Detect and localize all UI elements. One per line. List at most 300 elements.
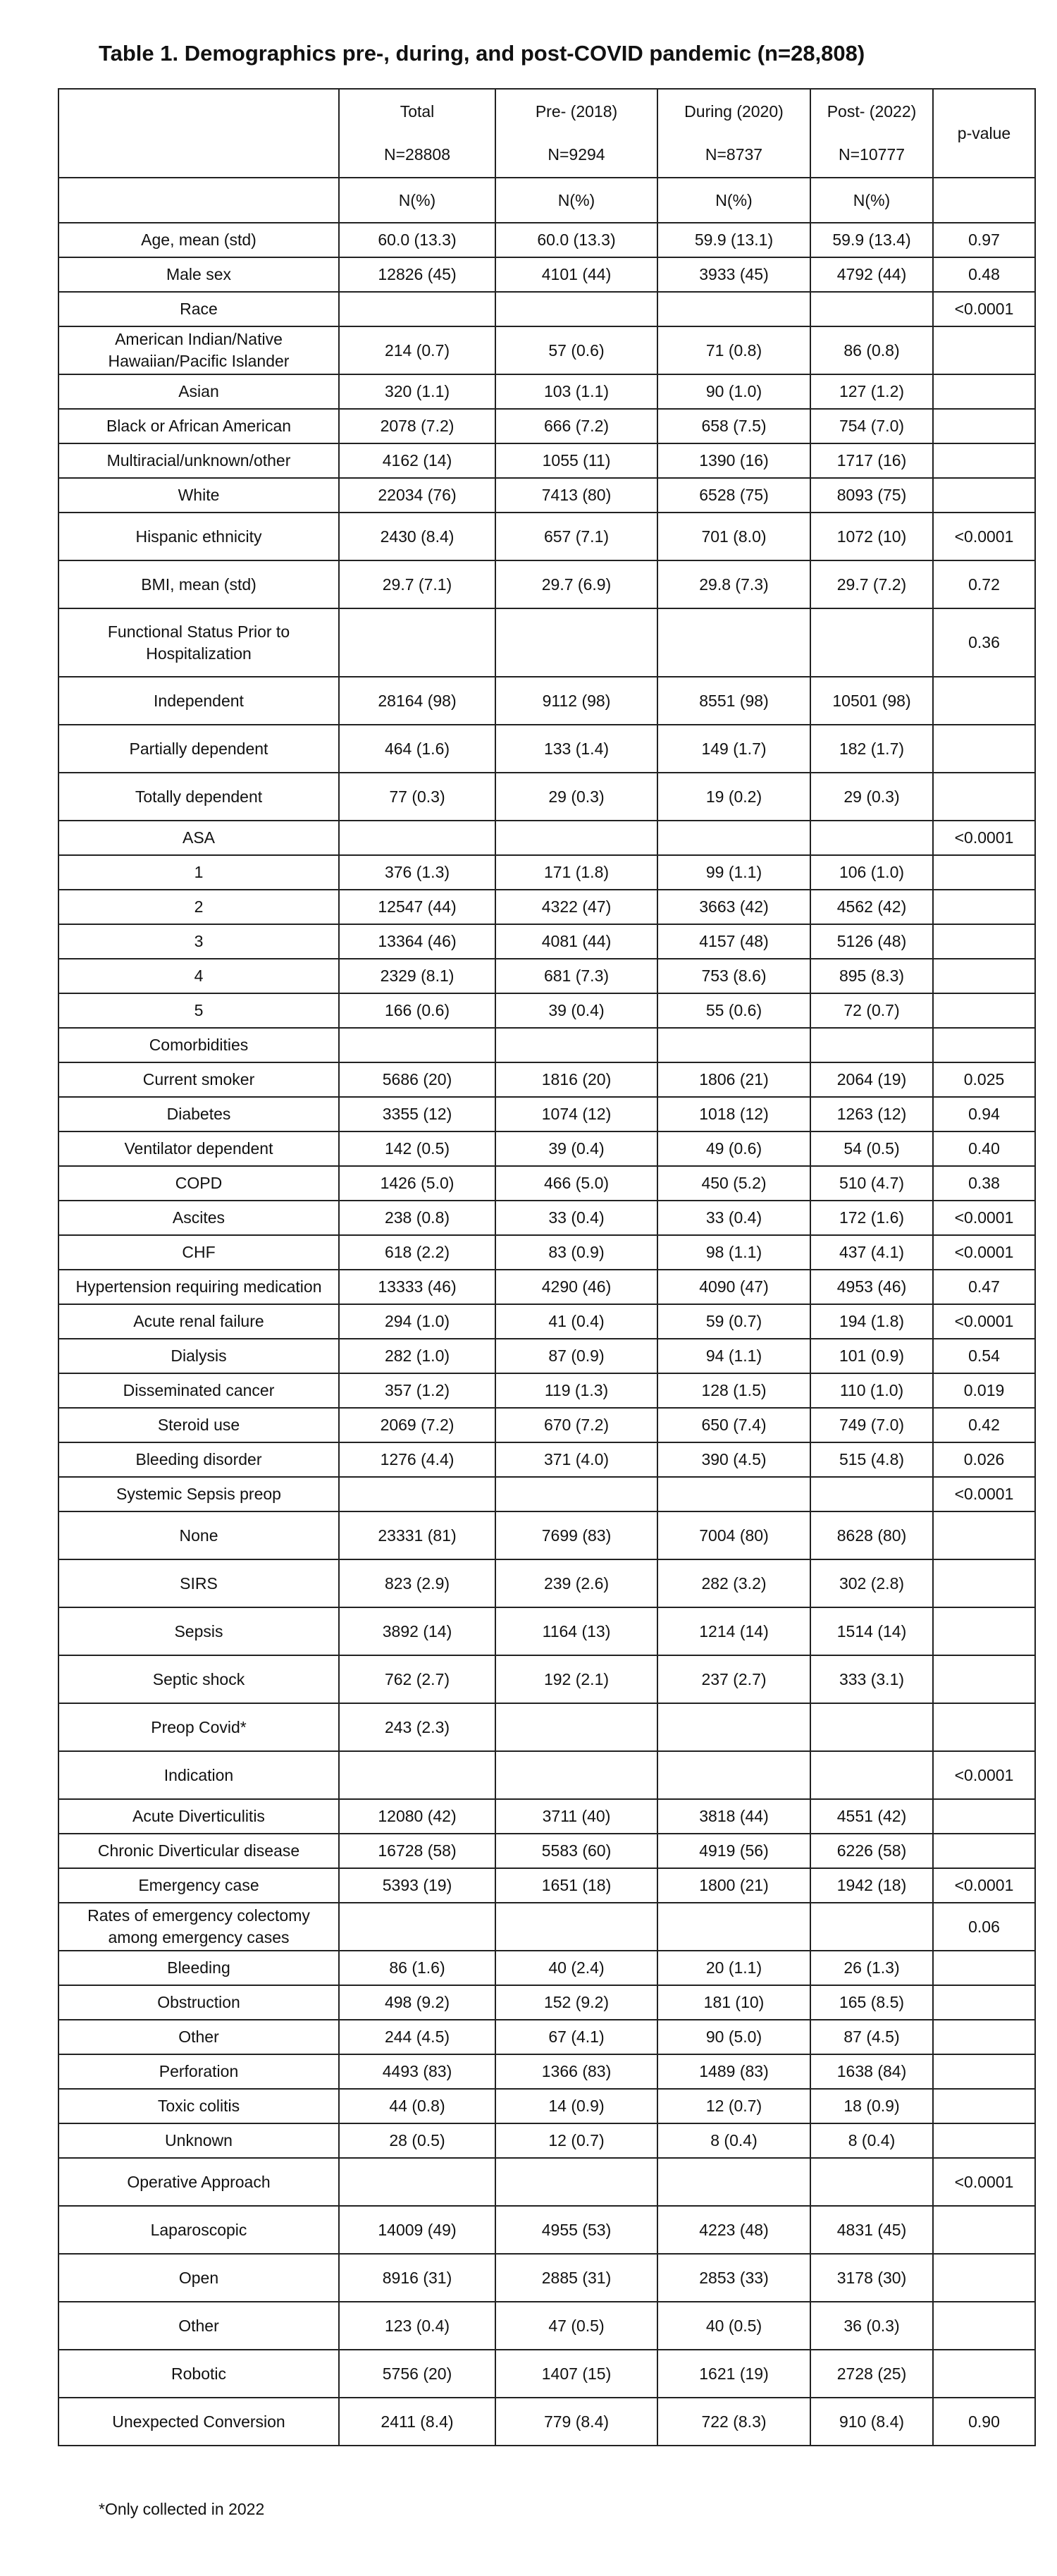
value-cell: 4081 (44) <box>495 924 657 959</box>
row-label: 4 <box>58 959 339 993</box>
value-cell: 59 (0.7) <box>657 1304 810 1339</box>
pvalue-cell <box>933 2089 1035 2123</box>
value-cell: 39 (0.4) <box>495 1131 657 1166</box>
pvalue-cell: 0.94 <box>933 1097 1035 1131</box>
unit-cell: N(%) <box>810 178 933 223</box>
value-cell <box>657 821 810 855</box>
row-label: Laparoscopic <box>58 2206 339 2254</box>
value-cell: 2853 (33) <box>657 2254 810 2302</box>
footnote: *Only collected in 2022 <box>99 2500 265 2518</box>
value-cell: 182 (1.7) <box>810 725 933 773</box>
value-cell: 128 (1.5) <box>657 1373 810 1408</box>
pvalue-cell <box>933 677 1035 725</box>
value-cell <box>495 608 657 677</box>
row-label: 1 <box>58 855 339 890</box>
pvalue-cell: <0.0001 <box>933 1751 1035 1799</box>
table-row <box>58 1408 1035 1442</box>
pvalue-cell <box>933 993 1035 1028</box>
table-body <box>58 89 1035 2446</box>
value-cell: 8093 (75) <box>810 478 933 513</box>
value-cell: 8 (0.4) <box>657 2123 810 2158</box>
value-cell: 282 (1.0) <box>339 1339 495 1373</box>
table-row <box>58 2206 1035 2254</box>
value-cell: 8916 (31) <box>339 2254 495 2302</box>
value-cell: 1514 (14) <box>810 1607 933 1655</box>
header-cell-during <box>657 89 810 178</box>
value-cell: 47 (0.5) <box>495 2302 657 2350</box>
row-label: Acute renal failure <box>58 1304 339 1339</box>
row-label: Diabetes <box>58 1097 339 1131</box>
value-cell: 333 (3.1) <box>810 1655 933 1703</box>
value-cell: 26 (1.3) <box>810 1951 933 1985</box>
unit-cell: N(%) <box>495 178 657 223</box>
value-cell: 90 (5.0) <box>657 2020 810 2054</box>
table-row <box>58 2054 1035 2089</box>
row-label: Functional Status Prior to Hospitalization <box>58 608 339 677</box>
value-cell: 657 (7.1) <box>495 513 657 560</box>
value-cell: 7699 (83) <box>495 1511 657 1559</box>
pvalue-cell: 0.36 <box>933 608 1035 677</box>
value-cell: 16728 (58) <box>339 1834 495 1868</box>
table-row <box>58 890 1035 924</box>
value-cell: 101 (0.9) <box>810 1339 933 1373</box>
value-cell: 1214 (14) <box>657 1607 810 1655</box>
value-cell: 12826 (45) <box>339 257 495 292</box>
unit-cell: N(%) <box>339 178 495 223</box>
value-cell: 618 (2.2) <box>339 1235 495 1270</box>
value-cell: 33 (0.4) <box>657 1201 810 1235</box>
row-label: BMI, mean (std) <box>58 560 339 608</box>
pvalue-header: p-value <box>957 123 1011 142</box>
header-row <box>58 89 1035 178</box>
pvalue-cell <box>933 855 1035 890</box>
pvalue-cell <box>933 374 1035 409</box>
value-cell: 72 (0.7) <box>810 993 933 1028</box>
value-cell: 29.7 (6.9) <box>495 560 657 608</box>
value-cell: 166 (0.6) <box>339 993 495 1028</box>
value-cell: 142 (0.5) <box>339 1131 495 1166</box>
value-cell: 106 (1.0) <box>810 855 933 890</box>
pvalue-cell <box>933 2302 1035 2350</box>
value-cell: 152 (9.2) <box>495 1985 657 2020</box>
value-cell: 2069 (7.2) <box>339 1408 495 1442</box>
value-cell: 239 (2.6) <box>495 1559 657 1607</box>
value-cell: 681 (7.3) <box>495 959 657 993</box>
value-cell: 237 (2.7) <box>657 1655 810 1703</box>
row-label: 2 <box>58 890 339 924</box>
value-cell: 14 (0.9) <box>495 2089 657 2123</box>
value-cell: 87 (0.9) <box>495 1339 657 1373</box>
value-cell: 8628 (80) <box>810 1511 933 1559</box>
table-row <box>58 1477 1035 1511</box>
value-cell <box>810 608 933 677</box>
pvalue-cell: 0.025 <box>933 1062 1035 1097</box>
value-cell: 1489 (83) <box>657 2054 810 2089</box>
table-row <box>58 725 1035 773</box>
row-label: CHF <box>58 1235 339 1270</box>
value-cell: 823 (2.9) <box>339 1559 495 1607</box>
pvalue-cell: 0.06 <box>933 1903 1035 1951</box>
value-cell: 1621 (19) <box>657 2350 810 2398</box>
row-label: Unknown <box>58 2123 339 2158</box>
value-cell: 4831 (45) <box>810 2206 933 2254</box>
row-label: ASA <box>58 821 339 855</box>
value-cell <box>339 1477 495 1511</box>
row-label: Multiracial/unknown/other <box>58 443 339 478</box>
value-cell: 5686 (20) <box>339 1062 495 1097</box>
value-cell: 701 (8.0) <box>657 513 810 560</box>
row-label: Totally dependent <box>58 773 339 821</box>
pvalue-cell: 0.019 <box>933 1373 1035 1408</box>
value-cell: 194 (1.8) <box>810 1304 933 1339</box>
header-cell-post <box>810 89 933 178</box>
pvalue-cell: <0.0001 <box>933 2158 1035 2206</box>
value-cell <box>657 1028 810 1062</box>
value-cell: 71 (0.8) <box>657 326 810 374</box>
value-cell: 4322 (47) <box>495 890 657 924</box>
value-cell: 59.9 (13.1) <box>657 223 810 257</box>
value-cell: 49 (0.6) <box>657 1131 810 1166</box>
table-row <box>58 2350 1035 2398</box>
value-cell: 33 (0.4) <box>495 1201 657 1235</box>
pvalue-cell <box>933 725 1035 773</box>
value-cell: 60.0 (13.3) <box>339 223 495 257</box>
row-label: American Indian/Native Hawaiian/Pacific Islander <box>58 326 339 374</box>
column-n: N=10777 <box>839 145 905 164</box>
row-label: Comorbidities <box>58 1028 339 1062</box>
value-cell: 67 (4.1) <box>495 2020 657 2054</box>
value-cell: 4493 (83) <box>339 2054 495 2089</box>
row-label: 5 <box>58 993 339 1028</box>
value-cell: 1366 (83) <box>495 2054 657 2089</box>
demographics-table <box>58 88 1036 2446</box>
value-cell <box>657 2158 810 2206</box>
value-cell: 13333 (46) <box>339 1270 495 1304</box>
value-cell: 754 (7.0) <box>810 409 933 443</box>
value-cell: 28164 (98) <box>339 677 495 725</box>
value-cell: 8 (0.4) <box>810 2123 933 2158</box>
row-label: Robotic <box>58 2350 339 2398</box>
column-name: Pre- (2018) <box>535 102 618 121</box>
value-cell: 1806 (21) <box>657 1062 810 1097</box>
value-cell: 3663 (42) <box>657 890 810 924</box>
table-row <box>58 1834 1035 1868</box>
value-cell <box>495 2158 657 2206</box>
pvalue-cell: 0.40 <box>933 1131 1035 1166</box>
value-cell: 29 (0.3) <box>810 773 933 821</box>
value-cell: 127 (1.2) <box>810 374 933 409</box>
pvalue-cell <box>933 2254 1035 2302</box>
value-cell: 1651 (18) <box>495 1868 657 1903</box>
value-cell: 910 (8.4) <box>810 2398 933 2446</box>
table-row <box>58 2302 1035 2350</box>
row-label: Male sex <box>58 257 339 292</box>
row-label: Preop Covid* <box>58 1703 339 1751</box>
value-cell <box>810 1477 933 1511</box>
value-cell: 4157 (48) <box>657 924 810 959</box>
value-cell: 20 (1.1) <box>657 1951 810 1985</box>
table-row <box>58 513 1035 560</box>
value-cell <box>495 1903 657 1951</box>
value-cell: 3933 (45) <box>657 257 810 292</box>
pvalue-cell <box>933 2054 1035 2089</box>
row-label: Open <box>58 2254 339 2302</box>
row-label: Emergency case <box>58 1868 339 1903</box>
value-cell: 99 (1.1) <box>657 855 810 890</box>
value-cell: 1426 (5.0) <box>339 1166 495 1201</box>
pvalue-cell: 0.72 <box>933 560 1035 608</box>
pvalue-cell: <0.0001 <box>933 1304 1035 1339</box>
table-row <box>58 1062 1035 1097</box>
table-row <box>58 1235 1035 1270</box>
value-cell: 98 (1.1) <box>657 1235 810 1270</box>
value-cell: 4953 (46) <box>810 1270 933 1304</box>
value-cell: 3178 (30) <box>810 2254 933 2302</box>
pvalue-cell <box>933 959 1035 993</box>
row-label: SIRS <box>58 1559 339 1607</box>
table-row <box>58 2020 1035 2054</box>
value-cell: 14009 (49) <box>339 2206 495 2254</box>
header-cell-pvalue <box>933 89 1035 178</box>
value-cell: 753 (8.6) <box>657 959 810 993</box>
value-cell: 192 (2.1) <box>495 1655 657 1703</box>
pvalue-cell <box>933 1703 1035 1751</box>
row-label: Septic shock <box>58 1655 339 1703</box>
value-cell: 83 (0.9) <box>495 1235 657 1270</box>
pvalue-cell: 0.54 <box>933 1339 1035 1373</box>
value-cell: 4955 (53) <box>495 2206 657 2254</box>
row-label: Other <box>58 2020 339 2054</box>
pvalue-cell: 0.026 <box>933 1442 1035 1477</box>
value-cell: 4551 (42) <box>810 1799 933 1834</box>
value-cell <box>657 608 810 677</box>
pvalue-cell <box>933 478 1035 513</box>
row-label: Disseminated cancer <box>58 1373 339 1408</box>
row-label: Operative Approach <box>58 2158 339 2206</box>
header-cell-total <box>339 89 495 178</box>
value-cell: 119 (1.3) <box>495 1373 657 1408</box>
value-cell <box>810 821 933 855</box>
table-row <box>58 223 1035 257</box>
pvalue-cell <box>933 924 1035 959</box>
table-row <box>58 1868 1035 1903</box>
value-cell: 302 (2.8) <box>810 1559 933 1607</box>
table-row <box>58 292 1035 326</box>
value-cell: 28 (0.5) <box>339 2123 495 2158</box>
value-cell: 464 (1.6) <box>339 725 495 773</box>
table-row <box>58 1703 1035 1751</box>
value-cell: 29.7 (7.1) <box>339 560 495 608</box>
value-cell <box>339 608 495 677</box>
table-row <box>58 374 1035 409</box>
value-cell: 12547 (44) <box>339 890 495 924</box>
value-cell: 60.0 (13.3) <box>495 223 657 257</box>
row-label: Chronic Diverticular disease <box>58 1834 339 1868</box>
value-cell <box>495 1703 657 1751</box>
value-cell: 36 (0.3) <box>810 2302 933 2350</box>
value-cell: 294 (1.0) <box>339 1304 495 1339</box>
row-label: 3 <box>58 924 339 959</box>
value-cell <box>495 821 657 855</box>
pvalue-cell: <0.0001 <box>933 821 1035 855</box>
table-row <box>58 1985 1035 2020</box>
value-cell <box>495 1751 657 1799</box>
pvalue-cell <box>933 1799 1035 1834</box>
unit-row <box>58 178 1035 223</box>
unit-cell: N(%) <box>657 178 810 223</box>
value-cell: 515 (4.8) <box>810 1442 933 1477</box>
pvalue-cell <box>933 1985 1035 2020</box>
row-label: Acute Diverticulitis <box>58 1799 339 1834</box>
value-cell: 670 (7.2) <box>495 1408 657 1442</box>
value-cell: 3818 (44) <box>657 1799 810 1834</box>
value-cell: 376 (1.3) <box>339 855 495 890</box>
pvalue-cell: <0.0001 <box>933 1868 1035 1903</box>
table-row <box>58 1442 1035 1477</box>
table-row <box>58 1166 1035 1201</box>
value-cell: 86 (1.6) <box>339 1951 495 1985</box>
value-cell: 2064 (19) <box>810 1062 933 1097</box>
value-cell: 181 (10) <box>657 1985 810 2020</box>
value-cell <box>339 1751 495 1799</box>
value-cell <box>339 821 495 855</box>
value-cell: 357 (1.2) <box>339 1373 495 1408</box>
row-label: Race <box>58 292 339 326</box>
value-cell: 7004 (80) <box>657 1511 810 1559</box>
value-cell: 244 (4.5) <box>339 2020 495 2054</box>
row-label: Systemic Sepsis preop <box>58 1477 339 1511</box>
table-row <box>58 1903 1035 1951</box>
value-cell: 3711 (40) <box>495 1799 657 1834</box>
value-cell: 171 (1.8) <box>495 855 657 890</box>
value-cell: 214 (0.7) <box>339 326 495 374</box>
value-cell: 29.8 (7.3) <box>657 560 810 608</box>
value-cell: 12 (0.7) <box>657 2089 810 2123</box>
pvalue-cell <box>933 326 1035 374</box>
table-row <box>58 443 1035 478</box>
unit-blank-cell <box>58 178 339 223</box>
table-row <box>58 1951 1035 1985</box>
value-cell: 5126 (48) <box>810 924 933 959</box>
pvalue-cell: <0.0001 <box>933 1477 1035 1511</box>
value-cell <box>339 292 495 326</box>
row-label: Bleeding disorder <box>58 1442 339 1477</box>
value-cell: 54 (0.5) <box>810 1131 933 1166</box>
value-cell: 243 (2.3) <box>339 1703 495 1751</box>
value-cell: 4562 (42) <box>810 890 933 924</box>
row-label: Independent <box>58 677 339 725</box>
table-row <box>58 1511 1035 1559</box>
value-cell <box>810 292 933 326</box>
pvalue-cell <box>933 1607 1035 1655</box>
value-cell <box>339 1903 495 1951</box>
value-cell: 19 (0.2) <box>657 773 810 821</box>
table-row <box>58 608 1035 677</box>
value-cell: 55 (0.6) <box>657 993 810 1028</box>
value-cell <box>657 292 810 326</box>
table-row <box>58 821 1035 855</box>
value-cell: 1800 (21) <box>657 1868 810 1903</box>
value-cell <box>657 1903 810 1951</box>
value-cell: 94 (1.1) <box>657 1339 810 1373</box>
value-cell: 320 (1.1) <box>339 374 495 409</box>
pvalue-cell: <0.0001 <box>933 1235 1035 1270</box>
value-cell: 12 (0.7) <box>495 2123 657 2158</box>
value-cell <box>810 1751 933 1799</box>
row-label: Hispanic ethnicity <box>58 513 339 560</box>
row-label: Ventilator dependent <box>58 1131 339 1166</box>
value-cell: 41 (0.4) <box>495 1304 657 1339</box>
row-label: Age, mean (std) <box>58 223 339 257</box>
row-label: Black or African American <box>58 409 339 443</box>
table-row <box>58 2158 1035 2206</box>
value-cell: 722 (8.3) <box>657 2398 810 2446</box>
column-n: N=8737 <box>705 145 763 164</box>
value-cell: 29.7 (7.2) <box>810 560 933 608</box>
table-row <box>58 2254 1035 2302</box>
value-cell: 749 (7.0) <box>810 1408 933 1442</box>
table-row <box>58 924 1035 959</box>
value-cell: 44 (0.8) <box>339 2089 495 2123</box>
table-row <box>58 1097 1035 1131</box>
value-cell: 1164 (13) <box>495 1607 657 1655</box>
pvalue-cell <box>933 2206 1035 2254</box>
row-label: Asian <box>58 374 339 409</box>
table-row <box>58 959 1035 993</box>
value-cell: 498 (9.2) <box>339 1985 495 2020</box>
pvalue-cell: <0.0001 <box>933 292 1035 326</box>
value-cell: 2430 (8.4) <box>339 513 495 560</box>
pvalue-cell <box>933 1511 1035 1559</box>
table-row <box>58 1304 1035 1339</box>
value-cell: 12080 (42) <box>339 1799 495 1834</box>
pvalue-cell <box>933 773 1035 821</box>
value-cell <box>810 1703 933 1751</box>
pvalue-cell <box>933 1028 1035 1062</box>
value-cell: 895 (8.3) <box>810 959 933 993</box>
row-label: Perforation <box>58 2054 339 2089</box>
value-cell: 437 (4.1) <box>810 1235 933 1270</box>
value-cell: 103 (1.1) <box>495 374 657 409</box>
table-row <box>58 855 1035 890</box>
value-cell: 90 (1.0) <box>657 374 810 409</box>
table-row <box>58 257 1035 292</box>
value-cell: 666 (7.2) <box>495 409 657 443</box>
value-cell: 1816 (20) <box>495 1062 657 1097</box>
row-label: Hypertension requiring medication <box>58 1270 339 1304</box>
value-cell <box>810 1028 933 1062</box>
value-cell: 1942 (18) <box>810 1868 933 1903</box>
pvalue-cell <box>933 443 1035 478</box>
value-cell <box>495 292 657 326</box>
value-cell: 5756 (20) <box>339 2350 495 2398</box>
pvalue-cell: 0.38 <box>933 1166 1035 1201</box>
value-cell: 650 (7.4) <box>657 1408 810 1442</box>
value-cell: 1018 (12) <box>657 1097 810 1131</box>
table-row <box>58 1131 1035 1166</box>
table-row <box>58 773 1035 821</box>
value-cell: 4223 (48) <box>657 2206 810 2254</box>
value-cell: 2078 (7.2) <box>339 409 495 443</box>
value-cell: 172 (1.6) <box>810 1201 933 1235</box>
table-title: Table 1. Demographics pre-, during, and post-COVID pandemic (n=28,808) <box>99 41 865 66</box>
row-label: Toxic colitis <box>58 2089 339 2123</box>
row-label: Sepsis <box>58 1607 339 1655</box>
value-cell <box>495 1477 657 1511</box>
pvalue-cell <box>933 2123 1035 2158</box>
table-row <box>58 2089 1035 2123</box>
row-label: Obstruction <box>58 1985 339 2020</box>
